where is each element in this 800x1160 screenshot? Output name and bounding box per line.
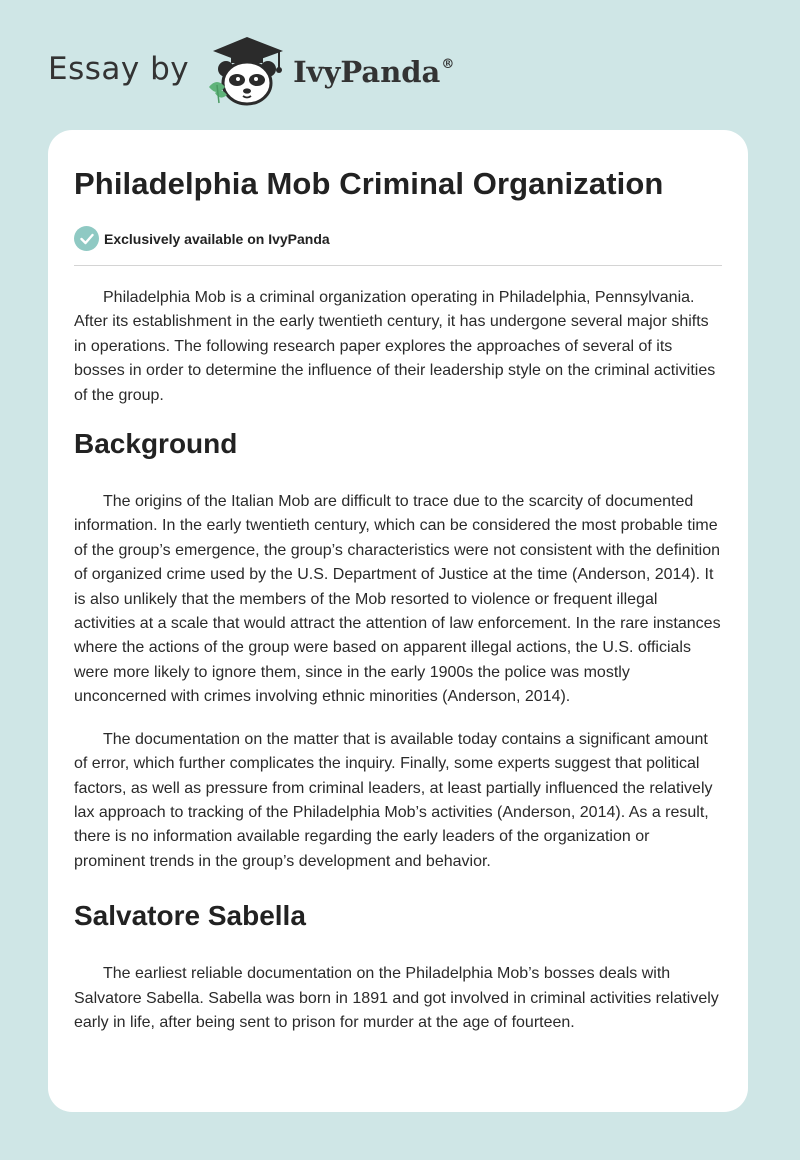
intro-paragraph: Philadelphia Mob is a criminal organization operating in Philadelphia, Pennsylvania. After its establishment in the early twentieth century, it has undergone several major shifts in operations. The following research paper explores the approaches of several of its bosses in order to determine the influence of their leadership style on the criminal activities of the group.	[74, 289, 716, 404]
section-heading-background: Background	[74, 428, 238, 460]
ivypanda-logo-icon[interactable]	[205, 31, 289, 116]
essay-by-label: Essay by	[48, 51, 190, 87]
paragraph: The documentation on the matter that is available today contains a significant amount of error, which further complicates the inquiry. Finally, some experts suggest that political factors, as well as pressure from criminal leaders, at least partially influenced the relatively lax approach to tracking of the Philadelphia Mob’s activities (Anderson, 2014). As a result, there is no information available regarding the early leaders of the organization or prominent trends in the group’s development and behavior.	[74, 730, 713, 870]
section-heading-salvatore-sabella: Salvatore Sabella	[74, 900, 306, 932]
paragraph: The origins of the Italian Mob are difficult to trace due to the scarcity of documented information. In the early twentieth century, which can be considered the most probable time of the group’s emergence, the group’s characteristics were not consistent with the definition of organized crime used by the U.S. Department of Justice at the time (Anderson, 2014). It is also unlikely that the members of the Mob resorted to violence or frequent illegal activities at a scale that would attract the attention of law enforcement. In the rare instances where the actions of the group were based on apparent illegal actions, the U.S. officials were more likely to ignore them, since in the early 1900s the police was mostly unconcerned with crimes involving ethnic minorities (Anderson, 2014).	[74, 493, 721, 706]
exclusive-badge	[74, 226, 722, 266]
paragraph: The earliest reliable documentation on the Philadelphia Mob’s bosses deals with Salvatore Sabella. Sabella was born in 1891 and got involved in criminal activities relatively early in life, after being sent to prison for murder at the age of fourteen.	[74, 965, 719, 1031]
site-header	[48, 30, 748, 120]
check-icon	[74, 226, 99, 251]
article-card	[48, 130, 748, 1112]
exclusive-badge-label: Exclusively available on IvyPanda	[104, 230, 330, 247]
page-title: Philadelphia Mob Criminal Organization	[74, 166, 664, 201]
registered-mark: ®	[441, 57, 455, 72]
brand-name[interactable]: IvyPanda®	[293, 55, 455, 89]
